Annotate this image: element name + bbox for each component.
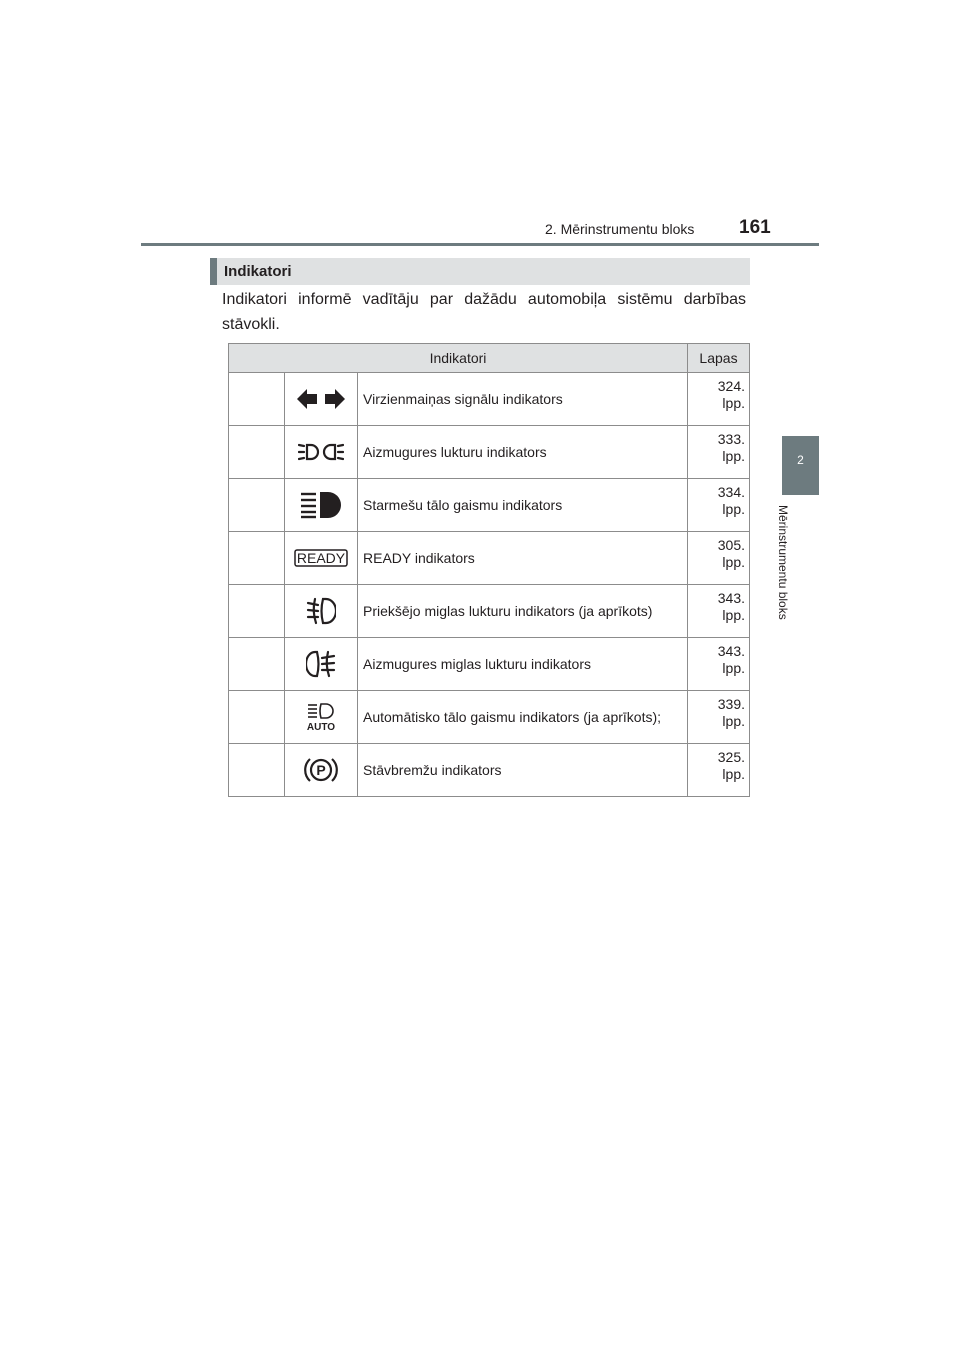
header-divider: [141, 243, 819, 246]
indicator-name-text: Automātisko tālo gaismu indikators (ja aprīkots);: [363, 708, 662, 725]
indicator-name: [358, 691, 688, 744]
indicator-name: READY indikators: [358, 532, 688, 585]
ready-icon-text: READY: [296, 550, 346, 567]
page-number-ref: 325.: [717, 749, 745, 765]
blank-cell: [229, 744, 285, 797]
ready-icon: [294, 549, 348, 567]
chapter-tab-label: Mērinstrumentu bloks: [776, 505, 790, 620]
page-suffix: lpp.: [722, 660, 745, 676]
indicator-name: Priekšējo miglas lukturu indikators (ja aprīkots): [358, 585, 688, 638]
section-heading: Indikatori: [210, 258, 750, 285]
table-row: [229, 744, 750, 797]
page-number-ref: 339.: [717, 696, 745, 712]
page-ref: [688, 638, 750, 691]
page-suffix: lpp.: [722, 607, 745, 623]
indicator-table: [228, 343, 750, 797]
icon-cell: [285, 691, 358, 744]
table-row: [229, 426, 750, 479]
table-row: [229, 691, 750, 744]
table-header-row: [229, 344, 750, 373]
table-row: [229, 373, 750, 426]
table-row: [229, 479, 750, 532]
blank-cell: [229, 373, 285, 426]
tail-lights-icon: [298, 441, 344, 463]
icon-cell: [285, 426, 358, 479]
blank-cell: [229, 691, 285, 744]
page-number-ref: 333.: [717, 431, 745, 447]
page-suffix: lpp.: [722, 501, 745, 517]
indicator-name: Aizmugures miglas lukturu indikators: [358, 638, 688, 691]
page-suffix: lpp.: [722, 713, 745, 729]
blank-cell: [229, 585, 285, 638]
auto-icon-text: AUTO: [306, 722, 336, 731]
icon-cell: [285, 532, 358, 585]
icon-cell: [285, 744, 358, 797]
icon-cell: [285, 585, 358, 638]
page-number-ref: 343.: [717, 643, 745, 659]
front-fog-light-icon: [306, 597, 336, 625]
header-pages: Lapas: [688, 344, 750, 373]
blank-cell: [229, 532, 285, 585]
rear-fog-light-icon: [306, 650, 336, 678]
page-ref: [688, 691, 750, 744]
header-indicators: Indikatori: [229, 344, 688, 373]
high-beam-icon: [299, 491, 343, 519]
indicator-name: Virzienmaiņas signālu indikators: [358, 373, 688, 426]
blank-cell: [229, 426, 285, 479]
table-row: [229, 532, 750, 585]
page-ref: [688, 585, 750, 638]
page-suffix: lpp.: [722, 554, 745, 570]
icon-cell: [285, 373, 358, 426]
indicator-name: Stāvbremžu indikators: [358, 744, 688, 797]
indicator-name: Aizmugures lukturu indikators: [358, 426, 688, 479]
parking-icon-text: P: [316, 762, 326, 778]
running-header-section: 2. Mērinstrumentu bloks: [545, 221, 695, 237]
blank-cell: [229, 638, 285, 691]
page-ref: [688, 744, 750, 797]
page-ref: [688, 373, 750, 426]
page-ref: [688, 532, 750, 585]
page-number: 161: [739, 217, 771, 238]
chapter-tab-label-wrapper: [776, 505, 806, 645]
page-number-ref: 324.: [717, 378, 745, 394]
page-number-ref: 343.: [717, 590, 745, 606]
page-number-ref: 305.: [717, 537, 745, 553]
intro-paragraph: Indikatori informē vadītāju par dažādu automobiļa sistēmu darbības stāvokli.: [222, 291, 746, 333]
page-ref: [688, 479, 750, 532]
page-ref: [688, 426, 750, 479]
parking-brake-icon: [304, 755, 338, 785]
page-number-ref: 334.: [717, 484, 745, 500]
icon-cell: [285, 638, 358, 691]
blank-cell: [229, 479, 285, 532]
table-row: [229, 585, 750, 638]
turn-signal-arrows-icon: [297, 388, 345, 410]
page-suffix: lpp.: [722, 395, 745, 411]
chapter-tab: 2: [782, 436, 819, 495]
indicator-name: Starmešu tālo gaismu indikators: [358, 479, 688, 532]
table-row: [229, 638, 750, 691]
page-suffix: lpp.: [722, 766, 745, 782]
icon-cell: [285, 479, 358, 532]
auto-high-beam-icon: [304, 703, 338, 731]
page-suffix: lpp.: [722, 448, 745, 464]
